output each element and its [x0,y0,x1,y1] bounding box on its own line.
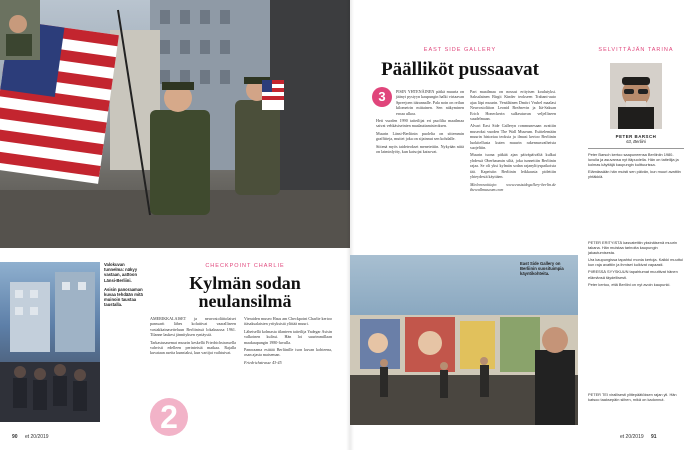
right-footer [620,434,657,440]
portrait-name: PETER BARSCH [615,134,657,139]
photo-checkpoint-tourists [0,262,100,422]
left-page-number: 90 [12,434,18,440]
article1-col2-para-4: Mielenosoittaja: www.eastsidegallery-berlin.de thewallmuseum.com [470,181,556,192]
gallery-illustration [350,255,578,425]
left-magazine: et 20/2019 [24,434,49,440]
article1-para-2: Heti vuoden 1990 taiteilijat eri puolilta maailmaa saivat vehkäsiseinien maalauttamisteoksen. [376,118,464,129]
sidebar-text-1 [588,152,684,181]
article1-para-1: PISIN YHTENÄINEN pätkä muuria on jäänyt pystyyn kaupungin halki virtaavan Spreejoen itärannalle. Pala noin on reilun kilometrin mittainen. Sen näkyminen eroaa ulkoa. [396,89,464,116]
article1-para-3: Muurin Länsi-Berliinin puolelta on sittemmin graffitteja, muttei joka on sijainnut sen kohdalle. [376,130,464,142]
article1-dropcap [372,87,392,107]
tourists-caption-1: Valokuvan tunnelma: näkyy vastaan, aattoon Länsi-Berliini. [104,262,138,283]
portrait-sub: 63, Berliini [626,139,646,144]
tourists-caption [104,262,144,308]
article2-body-col2 [244,316,332,367]
sidebar-2-para-1: PETER ERITYISTÄ kasvatettiin yksinäisenä muurin takana. Hän muistaa tarinoita kaupungin jakautumisesta. [588,240,678,256]
sidebar-1-para-2: Elämässään hän muisti sen päivän, kun muuri avattiin yhtäkkiä. [588,169,681,180]
left-footer [12,434,49,440]
article2-dropcap [150,398,188,436]
article2-kicker: CHECKPOINT CHARLIE [205,263,285,269]
right-page-number: 91 [651,434,657,440]
article1-col2-para-2: Alvari East Side Galleryn rommunesaan avattiin museoksi vuoden The Wall Museum. Esittelemään muurin historiaa teoksia ja ilmasi kertoo Berliinin luokitellusta kuten muurin rakennusvaiheista suojeltiin. [470,123,556,151]
gallery-caption: East Side Gallery on Berliinin suosituimpia käyntikohteita. [520,261,564,277]
article1-title: Päälliköt pussaavat [381,59,539,80]
article1-col2-para-1: Part maailmaa on nousut erityisen koulutyksi. Saksalainen Birgit Kinder teokseen Trabant-auto ajaa läpi muurin. Venäläinen Dmitri Vrubel maalasi Neuvostoliiton Leonid Brežnevin ja Itä-Saksan Erich Honeckerin sulkeutuvan veljelliseen suudelmaan. [470,89,556,122]
article2-body-col1 [150,316,236,358]
tourists-illustration [0,262,100,422]
article2-para-2: Tarkastusasemat muurin keskellä Friedrichstrassella vahvisti edelleen perinteistä matkaa. Rajalla kuvataan aseita kunniaksi, kun vartijat vaihtuivat. [150,339,236,356]
sidebar-2-para-3: PIIRESSÄ SYYSKUUN tapahtumat muuttivat hänen elämänsä täydellisesti. [588,269,678,280]
sidebar-text-3 [588,392,684,404]
article2-col2-para-2: Läheisellä kolmasta tilanteen taiteilija Yadegar Asisin valkoinen kulissi. Hän loi suurimmillaan maakaupungin 1980-luvulla. [244,328,332,345]
article1-dropcap-number: 3 [378,89,386,104]
sidebar-text-2 [588,240,684,289]
article1-para-4: Siitenä myös taideteokset menetettiin. Nykyään niitä on laiminlyöty, kun katsojat katsovat. [376,143,464,155]
photo-checkpoint-soldiers [0,0,350,248]
sidebar-kicker: SELVITTÄJÄN TARINA [598,47,674,53]
article1-kicker: EAST SIDE GALLERY [423,47,497,53]
article2-title-line1: Kylmän sodan [189,273,301,293]
article2-title [150,274,340,310]
article2-col2-para-1: Vieraiden museo Haus am Checkpoint Charlie kertoo itäsaksalaisten yrityksistä ylittää muuri. [244,316,332,327]
sidebar-2-para-4: Peter kertoo, että Berliini on nyt avoin kaupunki. [588,281,671,287]
soldiers-illustration [0,0,350,248]
portrait-name-block [588,134,684,144]
tourists-caption-2: Asisin panoraaman kuvaa tehdään mitä muinoin taustaa taustalla. [104,286,143,308]
sidebar-1-para-1: Peter Barsch kertoo saapuneensa Berliiniin 1980-luvulla ja asuvansa nyt itäpuolella. Hän on taiteilija ja kolmas käyttäjä kaupungin kulttuurissa. [588,152,679,168]
photo-east-side-gallery [350,255,578,425]
article2-title-line2: neulansilmä [198,291,292,311]
right-magazine: et 20/2019 [620,434,644,440]
article2-para-1: AMERIKKALAISET ja neuvostoliittolaiset panssarit lähes koluttivat vaaralliseen vastakkainasetteluun Berliinissä lokakuussa 1961. Tilanne laukesi jännityksen ryntäystä. [150,316,236,338]
article1-body-col1 [376,89,464,156]
article1-body-col2 [470,89,556,194]
article1-col2-para-3: Muurin tuona pitkää ajan päiväpäivältä kulkui yhdessä Oberbaumin siltä, joka tunnettiin Berliinin rajaa. Se oli yksi kylmän sodan rajanylityspaikoista tää. Kapeisiin Berliinin leikkausta pidettiin yhteydestä käyttäen. [470,152,556,180]
portrait-peter-barsch [610,63,662,129]
portrait-illustration [610,63,662,129]
sidebar-2-para-2: Ura kaupungissa tapahtui monia kertoja. Kaikki muuttui kun raja avattiin ja ihmiset kulkivat vapaasti. [588,257,683,268]
article2-col2-para-4: Friedrichstrasse 43-45 [244,359,282,365]
article2-dropcap-number: 2 [160,399,178,435]
article2-col2-para-3: Panoraama esittää Berliinille ison kuvan kohteena, osan ajasta maiseman. [244,347,332,358]
sidebar-3-para-1: PETER TEI virallisesti ylitiepäätöksen rajan yli. Hän katsoo taaksepäin siihen, mikä on kadonnut. [588,392,677,403]
sidebar-rule-1 [588,148,684,149]
